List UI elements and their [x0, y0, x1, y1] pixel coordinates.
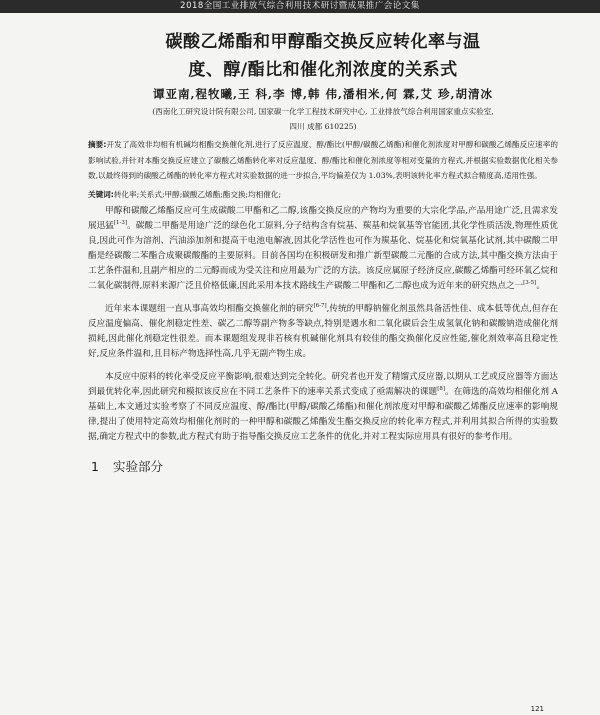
body-paragraph-2 — [88, 302, 558, 362]
section-number: 1 — [91, 458, 99, 474]
page-number: 121 — [530, 705, 544, 713]
paragraph-2-text-a: 近年来本课题组一直从事高效均相酯交换催化剂的研究 — [105, 303, 314, 314]
affiliation-line-2: 四川 成都 610225) — [289, 122, 357, 131]
affiliation-line-1: (西南化工研究设计院有限公司, 国家碳一化学工程技术研究中心, 工业排放气综合利用国家重点实验室, — [152, 107, 494, 116]
title-line-2: 度、醇/酯比和催化剂浓度的关系式 — [188, 60, 458, 80]
citation-3-5: [3-5] — [523, 279, 537, 286]
citation-1-3: [1-3] — [113, 219, 128, 226]
paragraph-2-text-b: ,传统的甲醇钠催化剂虽然具备活性佳、成本低等优点,但存在反应温度偏高、催化剂稳定性差、碳乙二醇等副产物多等缺点,特别是遇水和二氧化碳后会生成氢氧化钠和碳酸钠造成催化剂损耗,因此催化剂稳定性很差。而本课题组发现非若核有机碱催化剂具有较佳的酯交换催化反应性能,催化剂效率高且稳定性好,反应条件温和,且目标产物选择性高,几乎无副产物生成。 — [88, 303, 558, 359]
keywords — [88, 187, 558, 202]
abstract — [88, 137, 558, 184]
paper-title — [88, 28, 558, 84]
title-line-1: 碳酸乙烯酯和甲醇酯交换反应转化率与温 — [165, 32, 481, 52]
keywords-label: 关键词: — [88, 189, 114, 199]
affiliation — [88, 104, 558, 134]
paragraph-3-text-b: 。在筛选的高效均相催化剂 A 基础上,本文通过实验考察了不同反应温度、醇/酯比(甲醇/碳酸乙烯酯)和催化剂浓度对甲醇和碳酸乙烯酯反应速率的影响规律,提出了使用特定高效均相催化剂时的一种甲醇和碳酸乙烯酯发生酯交换反应的转化率方程式,并利用其拟合所得的实验数据,确定方程式中的参数,此方程式有助于指导酯交换反应工艺条件的优化,并对工程实际应用具有很好的参考作用。 — [88, 386, 558, 442]
author-list: 谭亚南,程牧曦,王 科,李 博,韩 伟,潘相米,何 霖,艾 珍,胡清冰 — [152, 87, 494, 101]
abstract-label: 摘要: — [88, 140, 107, 149]
paragraph-1-text-c: 。 — [536, 280, 545, 291]
paragraph-3-text-a: 本反应中原料的转化率受反应平衡影响,很难达到完全转化。研究者也开发了精馏式反应器,以期从工艺或反应器等方面达到最优转化率,因此研究和模拟该反应在不同工艺条件下的速率关系式变成了亟需解决的课题 — [88, 371, 558, 397]
keywords-text: 转化率;关系式;甲醇;碳酸乙烯酯;酯交换;均相催化; — [113, 189, 282, 199]
paper-page — [88, 20, 558, 475]
body-paragraph-1 — [88, 204, 558, 294]
citation-6-7: [6-7] — [313, 302, 327, 309]
body-paragraph-3 — [88, 370, 558, 445]
citation-8: [8] — [437, 385, 445, 392]
paragraph-1-text-a: 甲醇和碳酸乙烯酯反应可生成碳酸二甲酯和乙二醇,该酯交换反应的产物均为重要的大宗化学品,产品用途广泛,且需求发展迅猛 — [88, 205, 558, 231]
section-heading — [88, 457, 558, 475]
abstract-text: 开发了高效非均相有机碱均相酯交换催化剂,进行了反应温度、醇/酯比(甲醇/碳酸乙烯酯)和催化剂浓度对甲醇和碳酸乙烯酯反应速率的影响试验,并针对本酯交换反应建立了碳酸乙烯酯转化率对反应温度、醇/酯比和催化剂浓度等相对变量的方程式,并根据实验数据优化相关参数,以最终得到的碳酸乙烯酯的转化率方程式对实验数据的进一步拟合,平均偏差仅为 1.03%,表明该转化率方程式拟合精度高,适用性强。 — [88, 140, 558, 180]
running-header: 2018全国工业排放气综合利用技术研讨暨成果推广会论文集 — [0, 0, 600, 13]
paragraph-1-text-b: 。碳酸二甲酯是用途广泛的绿色化工原料,分子结构含有烷基、羰基和烷氧基等官能团,其化学性质活泼,物理性质优良,因此可作为溶剂、汽油添加剂和提高干电池电解液,因其化学活性也可作为羰基化、烷基化和烷氧基化试剂,其中碳酸二甲酯是经碳酸二苯酯合成聚碳酸酯的主要原料。目前各国均在积极研发和推广新型碳酸二元酯的合成方法,其中酯交换方法由于工艺条件温和,且副产相应的二元醇而成为受关注和应用最为广泛的方法。该反应属原子经济反应,碳酸乙烯酯可经环氧乙烷和二氧化碳制得,原料来源广泛且价格低廉,因此采用本技术路线生产碳酸二甲酯和乙二醇也成为近年来的研究热点之一 — [88, 220, 558, 291]
section-title: 实验部分 — [112, 458, 163, 474]
